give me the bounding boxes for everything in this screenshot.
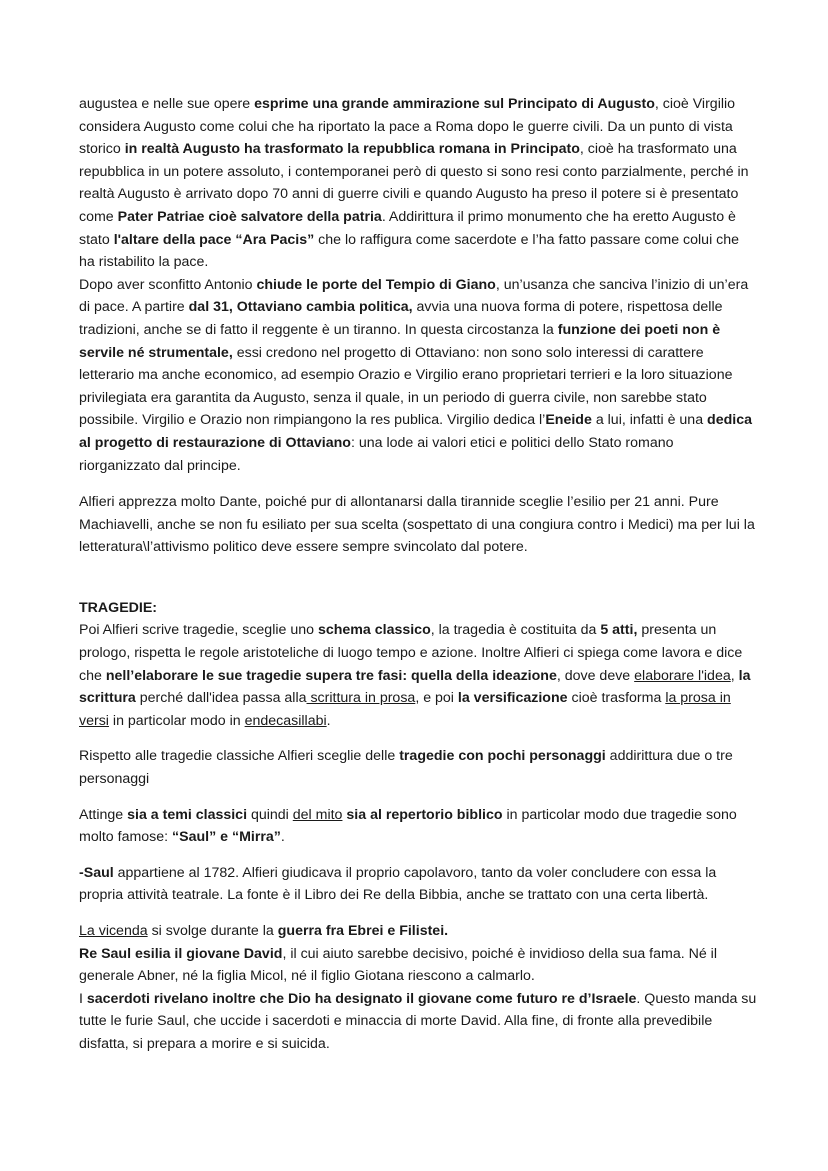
text-run: augustea e nelle sue opere (79, 96, 255, 112)
text-run: , un’usanza che sanciva l’inizio di un’era di pace. A partire (79, 276, 749, 316)
paragraph-tragedie (79, 619, 758, 732)
text-run: cioè trasforma (567, 690, 666, 707)
text-run: che lo raffigura come sacerdote e l’ha fatto passare come colui che ha ristabilito la pace. (79, 231, 740, 271)
bold-text: dal 31, Ottaviano cambia politica, (188, 299, 413, 316)
bold-text: Eneide (545, 412, 592, 429)
paragraph-personaggi (79, 745, 758, 790)
underlined-text: La vicenda (79, 923, 148, 939)
text-run: Attinge (79, 806, 128, 823)
bold-text: l'altare della pace “Ara Pacis” (113, 231, 315, 248)
text-run: : una lode ai valori etici e politici dello Stato romano riorganizzato dal principe. (79, 434, 674, 474)
text-run: avvia una nuova forma di potere, rispettosa delle tradizioni, anche se di fatto il reggente è un tiranno. In questa circostanza la (79, 299, 723, 338)
paragraph-augusto (79, 93, 758, 274)
bold-text: chiude le porte del Tempio di Giano (256, 276, 496, 293)
paragraph-temi (79, 804, 758, 849)
paragraph-ottaviano (79, 274, 758, 477)
bold-text: esprime una grande ammirazione sul Principato di Augusto (254, 96, 655, 112)
text-run: in particolar modo due tragedie sono molto famose: (79, 806, 737, 846)
text-run: , la tragedia è costituita da (430, 622, 601, 639)
text-run: Alfieri apprezza molto Dante, poiché pur di allontanarsi dalla tirannide sceglie l’esilio per 21 anni. Pure Machiavelli, anche se non fu esiliato per sua scelta (sospettato di una congiura contro i Medici) ma per lui la letteratura\l’attivismo politico deve essere sempre svincolato dal potere. (79, 494, 755, 556)
text-run: si svolge durante la (147, 923, 278, 939)
bold-text: la versificazione (457, 690, 568, 707)
bold-text: tragedie con pochi personaggi (399, 748, 606, 765)
bold-text: sia a temi classici (127, 806, 248, 823)
paragraph-alfieri-dante (79, 491, 758, 559)
bold-text: Pater Patriae cioè salvatore della patria (117, 208, 382, 225)
text-run: Dopo aver sconfitto Antonio (79, 276, 257, 293)
text-run: . Questo manda su tutte le furie Saul, che uccide i sacerdoti e minaccia di morte David. Alla fine, di fronte alla prevedibile disfatta, si prepara a morire e si suicida. (79, 990, 757, 1052)
underlined-text: del mito (292, 806, 343, 823)
text-run: appartiene al 1782. Alfieri giudicava il proprio capolavoro, tanto da voler concludere con essa la propria attività teatrale. La fonte è il Libro dei Re della Bibbia, anche se trattato con una certa libertà. (79, 864, 717, 904)
bold-text: nell’elaborare le sue tragedie supera tre fasi: quella della ideazione (105, 667, 557, 684)
bold-text: schema classico (317, 622, 431, 639)
bold-text: Re Saul esilia il giovane David (79, 945, 283, 962)
text-run: , dove deve (556, 667, 635, 684)
text-run: quindi (247, 806, 293, 823)
paragraph-sacerdoti (79, 988, 758, 1056)
underlined-text: scrittura in prosa (306, 690, 416, 707)
paragraph-saul (79, 862, 758, 907)
text-run: presenta un prologo, rispetta le regole aristoteliche di luogo tempo e azione. Inoltre Alfieri ci spiega come lavora e dice che (79, 622, 743, 684)
text-run: . (280, 829, 285, 846)
paragraph-vicenda (79, 920, 758, 943)
text-run: , il cui aiuto sarebbe decisivo, poiché è invidioso della sua fama. Né il generale Abner, né la figlia Micol, né il figlio Giotana riescono a calmarlo. (79, 945, 717, 985)
bold-text: funzione dei poeti non è servile né strumentale, (79, 321, 721, 361)
bold-text: “Saul” e “Mirra” (172, 829, 281, 846)
text-run: I (79, 990, 87, 1007)
underlined-text: endecasillabi (244, 712, 327, 729)
text-run: Rispetto alle tragedie classiche Alfieri sceglie delle (79, 748, 400, 765)
underlined-text: elaborare l'idea (634, 667, 731, 684)
text-run: , cioè Virgilio considera Augusto come colui che ha riportato la pace a Roma dopo le guerre civili. Da un punto di vista storico (79, 96, 736, 158)
bold-text: la scrittura (79, 667, 751, 707)
bold-text: guerra fra Ebrei e Filistei. (277, 923, 449, 939)
text-run: , e poi (415, 690, 458, 707)
bold-text: sacerdoti rivelano inoltre che Dio ha designato il giovane come futuro re d’Israele (86, 990, 637, 1007)
section-heading: TRAGEDIE: (79, 599, 158, 616)
text-run: addirittura due o tre personaggi (79, 748, 733, 788)
text-run: Poi Alfieri scrive tragedie, sceglie uno (79, 622, 318, 639)
bold-text: sia al repertorio biblico (346, 806, 503, 823)
paragraph-david (79, 943, 758, 988)
text-run: , cioè ha trasformato una repubblica in un potere assoluto, i contemporanei però di questo si sono resi conto parzialmente, perché in realtà Augusto è arrivato dopo 70 anni di guerre civili e quando Augusto ha preso il potere si è presentato come (79, 141, 749, 225)
underlined-text: la prosa in versi (79, 690, 731, 729)
text-run: , (730, 667, 739, 684)
text-run: perché dall'idea passa alla (135, 690, 307, 707)
text-run: in particolar modo in (108, 712, 245, 729)
text-run: a lui, infatti è una (591, 412, 708, 429)
text-run: . (326, 712, 331, 729)
bold-text: 5 atti, (600, 622, 638, 639)
text-run: essi credono nel progetto di Ottaviano: non sono solo interessi di carattere letterario ma anche economico, ad esempio Orazio e Virgilio erano proprietari terrieri e la loro situazione privilegiata era garantita da Augusto, senza il quale, in un periodo di guerra civile, non sarebbe stato possibile. Virgilio e Orazio non rimpiangono la res publica. Virgilio dedica l’ (79, 344, 733, 429)
text-run: . Addirittura il primo monumento che ha eretto Augusto è stato (79, 208, 736, 248)
bold-text: -Saul (79, 864, 114, 881)
bold-text: in realtà Augusto ha trasformato la repubblica romana in Principato (124, 141, 580, 158)
bold-text: dedica al progetto di restaurazione di Ottaviano (79, 412, 752, 451)
